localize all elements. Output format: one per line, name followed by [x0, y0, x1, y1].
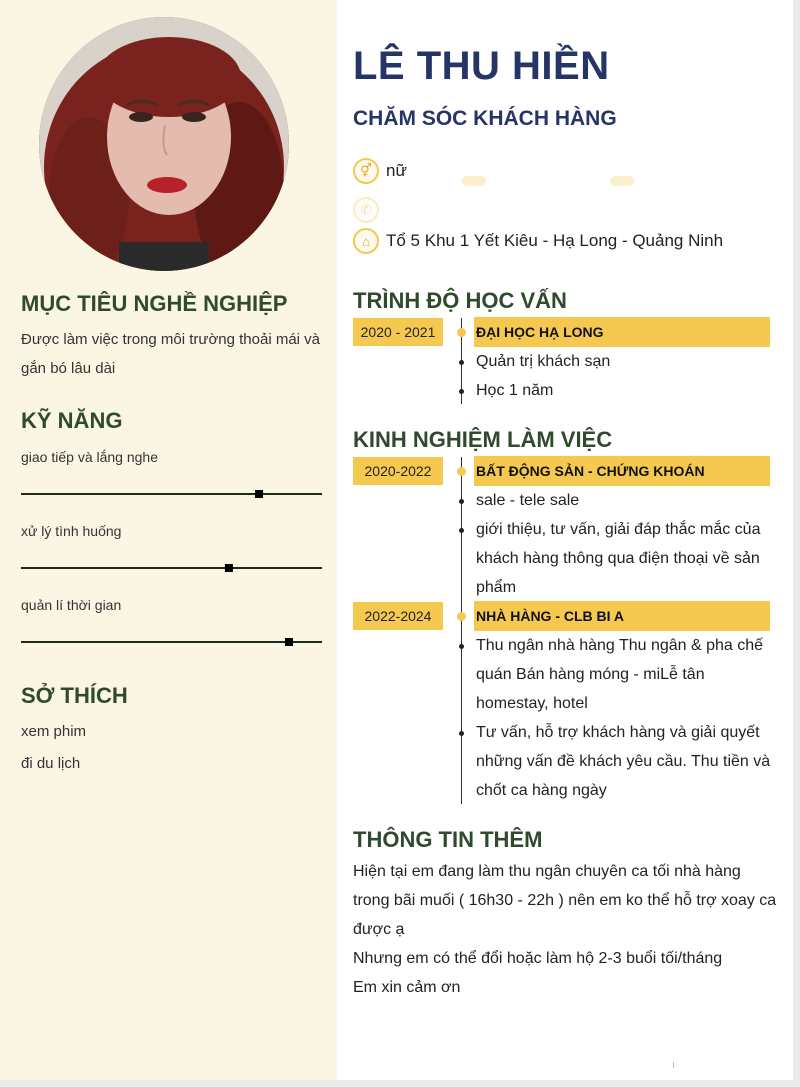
hobby-item: xem phim [21, 723, 87, 740]
hobby-item: đi du lịch [21, 755, 81, 772]
address-text: Tổ 5 Khu 1 Yết Kiêu - Hạ Long - Quảng Ninh [386, 231, 724, 250]
education-date: 2020 - 2021 [353, 318, 443, 346]
job-title: CHĂM SÓC KHÁCH HÀNG [353, 107, 617, 130]
skill-level-marker [255, 490, 263, 498]
bullet-dot [459, 389, 464, 394]
objective-text: Được làm việc trong môi trường thoải mái và gắn bó lâu dài [21, 331, 321, 377]
skill-level-marker [285, 638, 293, 646]
hobbies-heading: SỞ THÍCH [21, 683, 128, 708]
skill-bar [21, 567, 322, 569]
skills-heading: KỸ NĂNG [21, 408, 123, 433]
education-bullet: Học 1 năm [476, 382, 554, 399]
contact-gender [353, 157, 407, 185]
experience-bullet: giới thiệu, tư vấn, giải đáp thắc mắc của khách hàng thông qua điện thoại về sản phẩm [476, 521, 761, 596]
phone-icon: ✆ [353, 197, 379, 223]
redacted-text [610, 176, 634, 186]
additional-text: Nhưng em có thể đổi hoặc làm hộ 2-3 buổi tối/tháng [353, 950, 723, 967]
timeline-dot [457, 612, 466, 621]
experience-timeline [461, 457, 462, 804]
gender-icon: ⚥ [353, 158, 379, 184]
experience-date: 2022-2024 [353, 602, 443, 630]
experience-title: BẤT ĐỘNG SẢN - CHỨNG KHOÁN [474, 456, 770, 486]
bullet-dot [459, 360, 464, 365]
skill-bar [21, 493, 322, 495]
sidebar [0, 0, 337, 1080]
experience-date: 2020-2022 [353, 457, 443, 485]
education-heading: TRÌNH ĐỘ HỌC VẤN [353, 288, 567, 313]
bullet-dot [459, 499, 464, 504]
redacted-text [462, 176, 486, 186]
skill-level-marker [225, 564, 233, 572]
experience-bullet: Tư vấn, hỗ trợ khách hàng và giải quyết những vấn đề khách yêu cầu. Thu tiền và chốt ca hàng ngày [476, 724, 771, 799]
skill-label: xử lý tình huống [21, 523, 122, 539]
candidate-name: LÊ THU HIỀN [353, 44, 610, 88]
avatar [39, 17, 289, 271]
page-marker [673, 1062, 674, 1068]
contact-address [353, 227, 723, 255]
bullet-dot [459, 528, 464, 533]
experience-heading: KINH NGHIỆM LÀM VIỆC [353, 427, 613, 452]
skill-label: giao tiếp và lắng nghe [21, 449, 158, 465]
skill-bar [21, 641, 322, 643]
education-bullet: Quản trị khách sạn [476, 353, 611, 370]
location-icon: ⌂ [353, 228, 379, 254]
experience-bullet: Thu ngân nhà hàng Thu ngân & pha chế quán Bán hàng móng - miLễ tân homestay, hotel [476, 637, 764, 712]
gender-text: nữ [386, 161, 407, 180]
experience-title: NHÀ HÀNG - CLB BI A [474, 601, 770, 631]
contact-phone [353, 196, 386, 224]
experience-bullet: sale - tele sale [476, 492, 580, 509]
additional-text: Em xin cảm ơn [353, 979, 461, 996]
bullet-dot [459, 644, 464, 649]
additional-text: Hiện tại em đang làm thu ngân chuyên ca tối nhà hàng trong bãi muối ( 16h30 - 22h ) nên em ko thể hỗ trợ xoay ca được ạ [353, 863, 777, 938]
objective-heading: MỤC TIÊU NGHỀ NGHIỆP [21, 291, 288, 316]
avatar-photo [39, 17, 289, 271]
bullet-dot [459, 731, 464, 736]
timeline-dot [457, 328, 466, 337]
timeline-dot [457, 467, 466, 476]
education-title: ĐẠI HỌC HẠ LONG [474, 317, 770, 347]
additional-heading: THÔNG TIN THÊM [353, 827, 543, 852]
skill-label: quản lí thời gian [21, 597, 122, 613]
